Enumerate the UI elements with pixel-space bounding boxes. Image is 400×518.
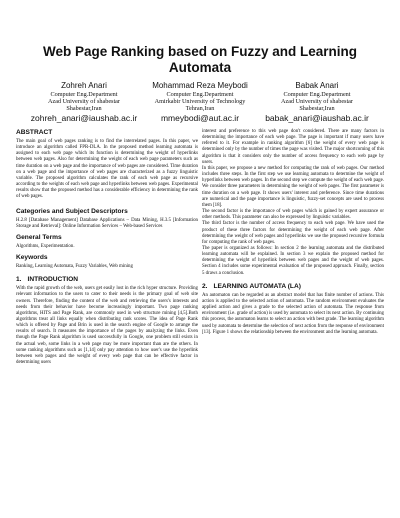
introduction-text: With the rapid growth of the web, users get easily lost in the rich hyper structure. Providing relevant information to the users to cater to their needs is the primary goal of web site owners. Therefore, finding the content of the web and retrieving the users's interests and needs from their behavior have become increasingly important. Two page ranking algorithms, HITS and Page Rank, are commonly used in web structure mining [4,5].Both algorithms treat all links equally when distributing rank scores. The idea of Page Rank which is offered by Page and Brin is used in the search engine of Google to arrange the results of search. It measures the importance of the pages by analyzing the links. Even though the Page Rank algorithm is used successfully in Google, one problem still exists in the actual web, some links in a web page may be more important than are the others. In some ranking algorithms such as [1,14] only pay attention to how user's use the hyperlink between web pages and the weight of every web page that can be effective factor in determining users [16,286,198,366]
section-title: INTRODUCTION [27,276,79,284]
author-name: Babak Anari [295,81,339,90]
categories-heading: Categories and Subject Descriptors [16,207,128,215]
author-email[interactable]: mmeybodi@aut.ac.ir [160,112,240,123]
general-terms-heading: General Terms [16,233,62,241]
body-paragraph: The third factor is the number of access frequency to each web page. We have used the product of these three factors for determining the weight of each web page. After determining the weight of web pages and hyperlinks we use the proposed recursive formula for computing the rank of web pages. [202,221,384,245]
section-title: LEARNING AUTOMATA (LA) [213,282,301,290]
author-department: Computer Eng.Department [166,90,234,98]
author-location: Tehran,Iran [185,104,215,112]
categories-text: H.2.8 [Database Management] Database Applications – Data Mining, H.3.5 [Information Storage and Retrieval]: Online Information Services – Web-based Services [16,217,198,229]
author-name: Mohammad Reza Meybodi [152,81,248,90]
left-column [16,129,198,366]
abstract-text: The main goal of web pages ranking is to find the interrelated pages. In this paper, we introduce an algorithm called FPR-DLA. In the proposed method learning automata is assigned to each web page which its function is determining the weight of hyperlinks between web pages. Also for determining the weight of each web page parameters such as time duration on a web page and the importance of web pages are considered. Time duration on a web page and the importance of web pages are characterized as a fuzzy linguistic variable. The proposed algorithm calculates the rank of each web page as recursive according to the weights of each web page and hyperlinks between web pages. Experimental results show that the proposed method has a considerable efficiency in determining the rank of web pages. [16,139,198,200]
introduction-heading [16,276,198,284]
author-location: Shabestar,Iran [66,104,102,112]
body-paragraph: The second factor is the importance of web pages which is gained by expert assurance or other methods. This parameter can also be expressed by linguistic variables. [202,209,384,221]
learning-automata-text: An automaton can be regarded as an abstract model that has finite number of actions. This action is applied to the selected action of automata. The random environment evaluates the applied action and gives a grade to the selected action of automata. The response from environment (i.e. grade of action) is used by automata to select its next action. By continuing this process, the automaton learns to select an action with best grade. The learning algorithm used by automata to determine the selection of next action from the response of environment [13]. Figure 1 shows the relationship between the environment and the learning automata. [202,292,384,335]
author-department: Computer Eng.Department [283,90,351,98]
section-number: 2. [202,282,208,290]
author-block [0,81,400,123]
section-number: 1. [16,276,22,284]
author-email[interactable]: zohreh_anari@iaushab.ac.ir [30,112,138,123]
body-paragraph: interest and preference to this web page don't considered. There are many factors in determining the importance of each web page. The page is important if many users have referred to it. For example in ranking algorithm [6] the weight of every web page is determined only by the number of times the page was visited. The major shortcoming of this algorithm is that it considers only the number of access frequency to each web page by users. [202,129,384,165]
author-name: Zohreh Anari [61,81,107,90]
author-university: Azad University of shabestar [48,97,120,105]
author-university: Azad University of shabestar [281,97,353,105]
keywords-text: Ranking, Learning Automata, Fuzzy Variables, Web mining [16,264,133,270]
author-location: Shabestar,Iran [299,104,335,112]
paper-title: Web Page Ranking based on Fuzzy and Learning Automata [42,44,358,75]
author-department: Computer Eng.Department [50,90,118,98]
keywords-heading: Keywords [16,254,48,262]
body-paragraph: The paper is organized as follows: In section 2 the learning automata and the distributed learning automata will be explained. In section 3 we explain the proposed method for determining the weight of hyperlink between web pages and the weight of web pages. Section 4 includes some experimental evaluation of the proposed approach. Finally, section 5 draws a conclusion. [202,245,384,276]
author-3 [247,81,387,124]
author-university: Amirkabir University of Technology [154,97,246,105]
abstract-heading: ABSTRACT [16,129,53,136]
learning-automata-heading [202,283,384,291]
body-paragraph: In this paper, we propose a new method for computing the rank of web pages. Our method includes three steps. In the first step we use learning automata to determine the weight of hyperlinks between web pages. In the second step we compute the weight of each web page. We consider three parameters in determining the weight of web pages. The first parameter is time duration on a web page. It shows users' interest and preference. Since time durations are numerical and the page importance is linguistic, fuzzy-set concepts are used to process them [18]. [202,165,384,208]
right-column [202,129,384,336]
author-email[interactable]: babak_anari@iaushab.ac.ir [265,112,369,123]
general-terms-text: Algorithms, Experimentation. [16,243,75,249]
